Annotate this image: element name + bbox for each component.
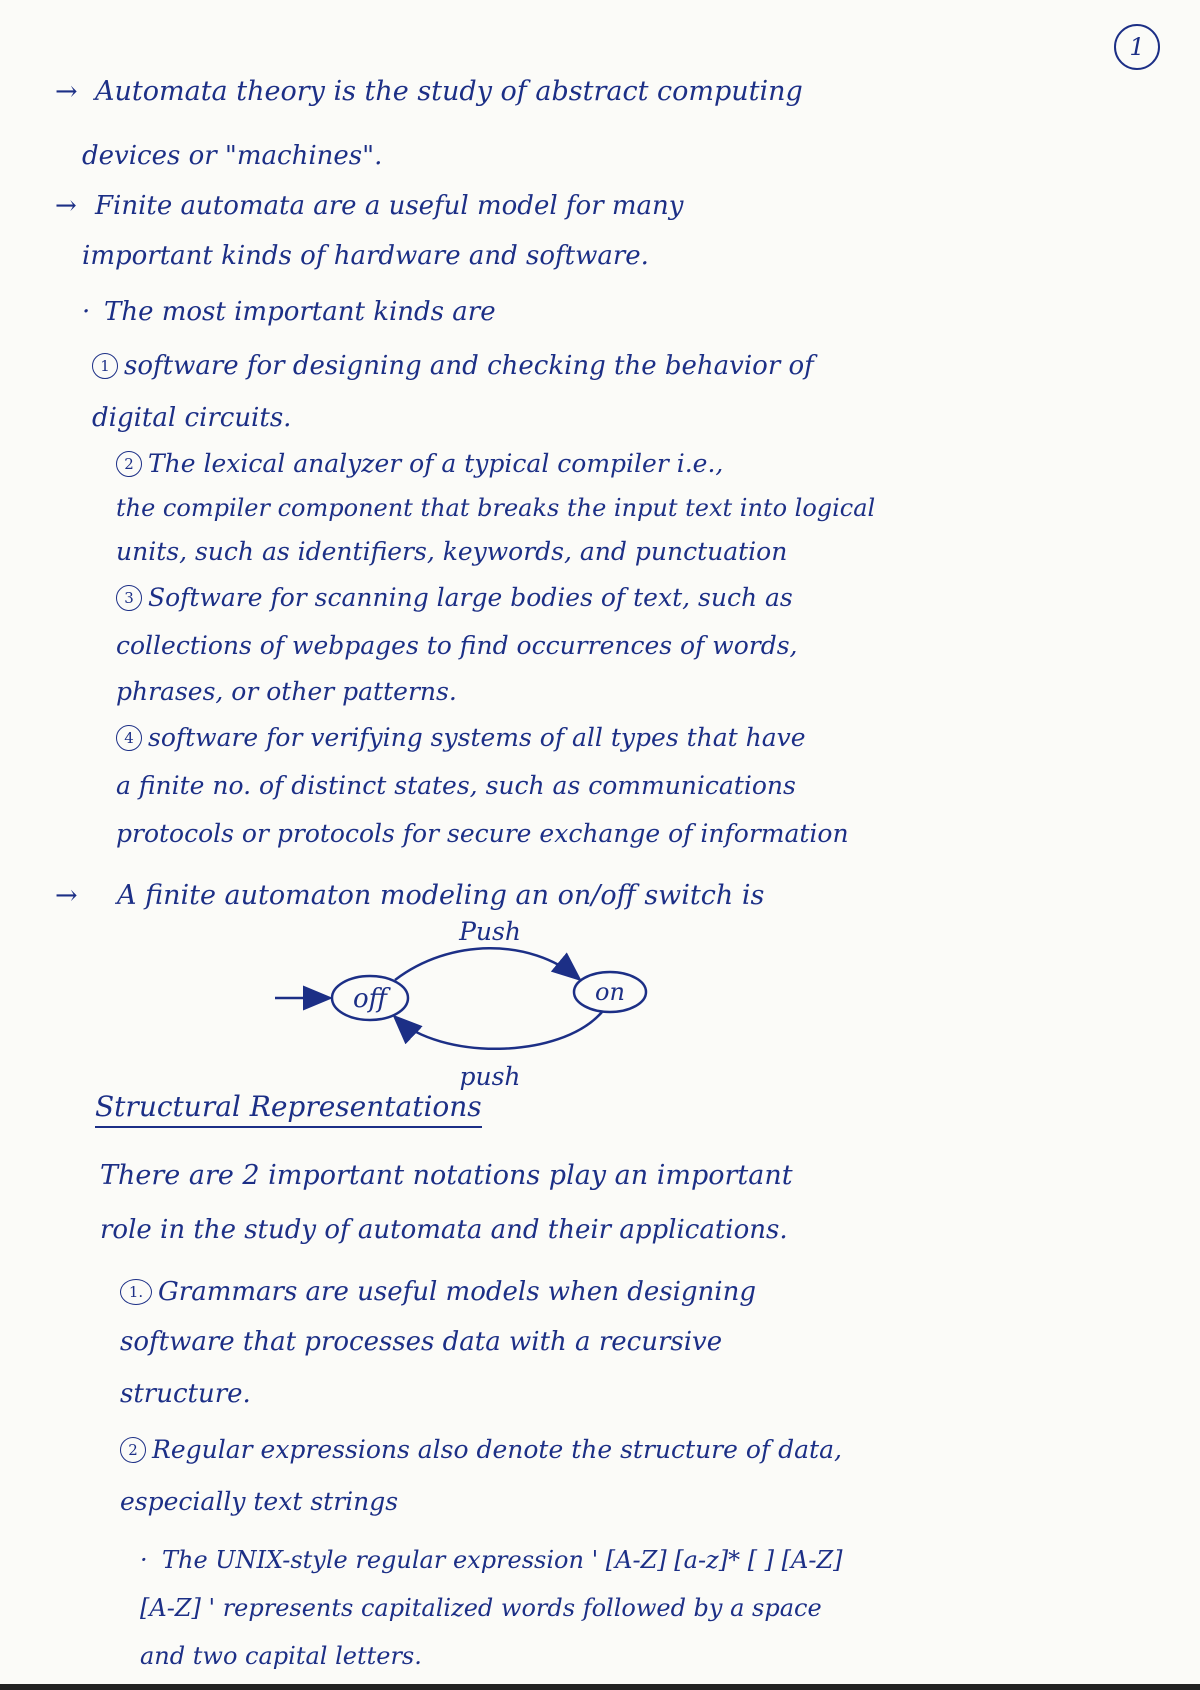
- arrow-right-icon: →: [55, 76, 78, 107]
- bullet-icon: ·: [82, 297, 91, 327]
- page-number: 1: [1114, 24, 1160, 70]
- regex-note-line-2: [A-Z] ' represents capitalized words followed by a space: [140, 1594, 822, 1622]
- item-3-line-2: collections of webpages to find occurrences of words,: [116, 631, 798, 660]
- page-bottom-edge: [0, 1684, 1200, 1690]
- circled-number-icon: 1.: [120, 1279, 152, 1305]
- circled-number-icon: 3: [116, 585, 142, 611]
- structural-item-1-line-3: structure.: [120, 1379, 251, 1409]
- intro-line-2: devices or "machines".: [82, 141, 383, 171]
- item-2-line-2: the compiler component that breaks the input text into logical: [116, 494, 876, 522]
- item-4-line-1: 4 software for verifying systems of all types that have: [116, 722, 1180, 754]
- state-on-label: on: [595, 978, 625, 1006]
- item-3-line-3: phrases, or other patterns.: [116, 677, 457, 706]
- automaton-intro: → A finite automaton modeling an on/off switch is: [55, 880, 765, 911]
- item-2-line-3: units, such as identifiers, keywords, and punctuation: [116, 537, 788, 566]
- intro-line-1: → Automata theory is the study of abstract computing: [55, 76, 803, 107]
- regex-note-line-3: and two capital letters.: [140, 1642, 422, 1670]
- item-2-line-1: 2 The lexical analyzer of a typical compiler i.e.,: [116, 448, 1180, 480]
- intro-line-5: · The most important kinds are: [82, 297, 496, 327]
- intro-line-3: → Finite automata are a useful model for many: [55, 191, 684, 221]
- regex-note-line-1: · The UNIX-style regular expression ' [A-Z] [a-z]* [ ] [A-Z]: [140, 1546, 843, 1574]
- section-heading: Structural Representations: [95, 1090, 482, 1128]
- on-off-automaton-diagram: [260, 920, 700, 1090]
- circled-number-icon: 2: [116, 451, 142, 477]
- structural-line-2: role in the study of automata and their applications.: [100, 1215, 788, 1245]
- item-1-line-2: digital circuits.: [92, 403, 292, 433]
- item-1-line-1: 1 software for designing and checking the behavior of: [92, 350, 1180, 382]
- structural-item-1-line-1: 1. Grammars are useful models when designing: [120, 1276, 1180, 1308]
- bullet-icon: ·: [140, 1546, 148, 1574]
- structural-item-2-line-1: 2 Regular expressions also denote the structure of data,: [120, 1434, 1180, 1466]
- item-3-line-1: 3 Software for scanning large bodies of text, such as: [116, 582, 1180, 614]
- transition-off-to-on: [395, 948, 578, 980]
- transition-label-bottom: push: [459, 1062, 521, 1090]
- intro-line-4: important kinds of hardware and software.: [82, 241, 649, 271]
- arrow-right-icon: →: [55, 191, 77, 221]
- item-4-line-2: a finite no. of distinct states, such as communications: [116, 771, 796, 800]
- arrow-right-icon: →: [55, 880, 78, 911]
- structural-line-1: There are 2 important notations play an important: [100, 1160, 793, 1191]
- transition-label-top: Push: [459, 920, 521, 946]
- item-4-line-3: protocols or protocols for secure exchange of information: [116, 819, 849, 848]
- circled-number-icon: 1: [92, 353, 118, 379]
- circled-number-icon: 4: [116, 725, 142, 751]
- circled-number-icon: 2: [120, 1437, 146, 1463]
- state-off-label: off: [352, 984, 388, 1014]
- structural-item-2-line-2: especially text strings: [120, 1487, 399, 1516]
- transition-on-to-off: [396, 1012, 602, 1049]
- structural-item-1-line-2: software that processes data with a recursive: [120, 1327, 723, 1357]
